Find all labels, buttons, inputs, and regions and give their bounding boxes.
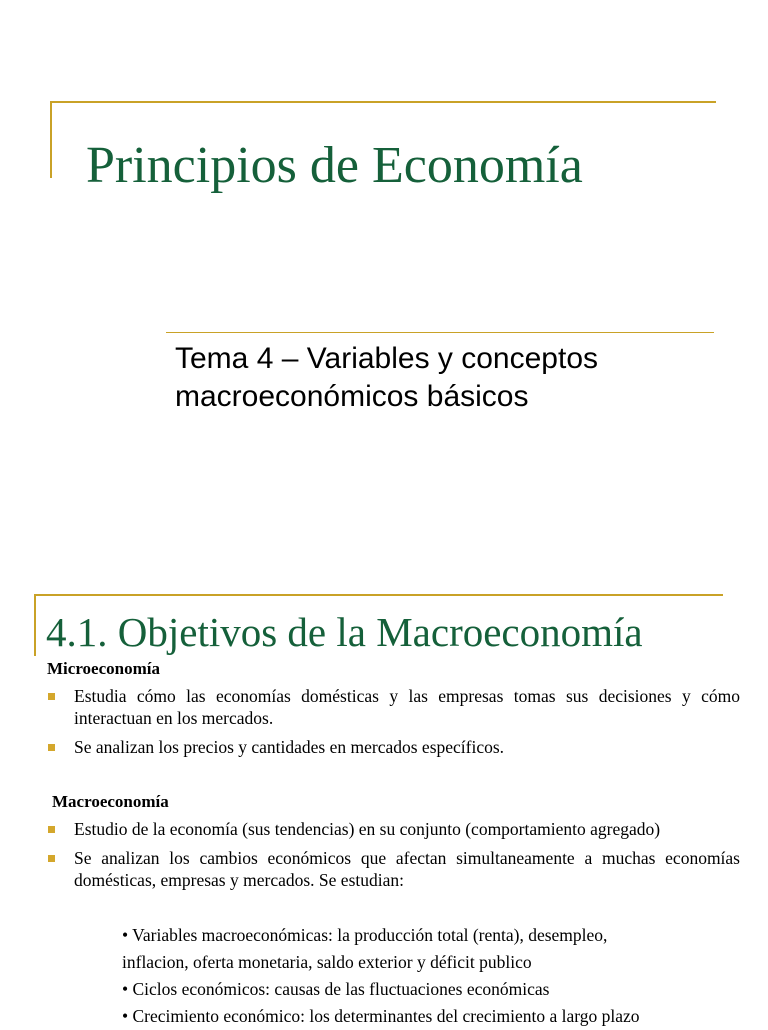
- left-rule: [34, 594, 36, 656]
- slide-title: 4.1. Objetivos de la Macroeconomía: [46, 609, 643, 655]
- micro-heading: Microeconomía: [47, 659, 160, 678]
- sub-list-item: • Ciclos económicos: causas de las fluctuaciones económicas: [122, 979, 550, 999]
- list-item: Se analizan los cambios económicos que afectan simultaneamente a muchas economías domésticas, empresas y mercados. Se estudian:: [46, 847, 740, 891]
- bullet-square-icon: [48, 744, 55, 751]
- subtitle-line-1: Tema 4 – Variables y conceptos: [175, 342, 599, 375]
- top-rule: [34, 594, 723, 596]
- sub-list-item: inflacion, oferta monetaria, saldo exterior y déficit publico: [122, 952, 532, 972]
- bullet-square-icon: [48, 693, 55, 700]
- list-item: Se analizan los precios y cantidades en mercados específicos.: [46, 736, 740, 758]
- subtitle-rule: [166, 332, 714, 333]
- sub-list-item: • Crecimiento económico: los determinantes del crecimiento a largo plazo: [122, 1006, 640, 1026]
- micro-bullet-list: [46, 685, 740, 765]
- macro-bullet-list: [46, 818, 740, 898]
- macro-heading: Macroeconomía: [52, 792, 169, 811]
- presentation-subtitle: [175, 340, 735, 416]
- macro-sub-list: [122, 922, 722, 1030]
- subtitle-line-2: macroeconómicos básicos: [175, 380, 529, 413]
- bullet-square-icon: [48, 855, 55, 862]
- presentation-title: Principios de Economía: [86, 137, 583, 194]
- sub-list-item: • Variables macroeconómicas: la producción total (renta), desempleo,: [122, 925, 608, 945]
- list-item: Estudia cómo las economías domésticas y las empresas tomas sus decisiones y cómo interactuan en los mercados.: [46, 685, 740, 729]
- bullet-square-icon: [48, 826, 55, 833]
- list-item: Estudio de la economía (sus tendencias) en su conjunto (comportamiento agregado): [46, 818, 740, 840]
- left-rule: [50, 101, 52, 178]
- content-slide: [0, 560, 768, 1024]
- top-rule: [50, 101, 716, 103]
